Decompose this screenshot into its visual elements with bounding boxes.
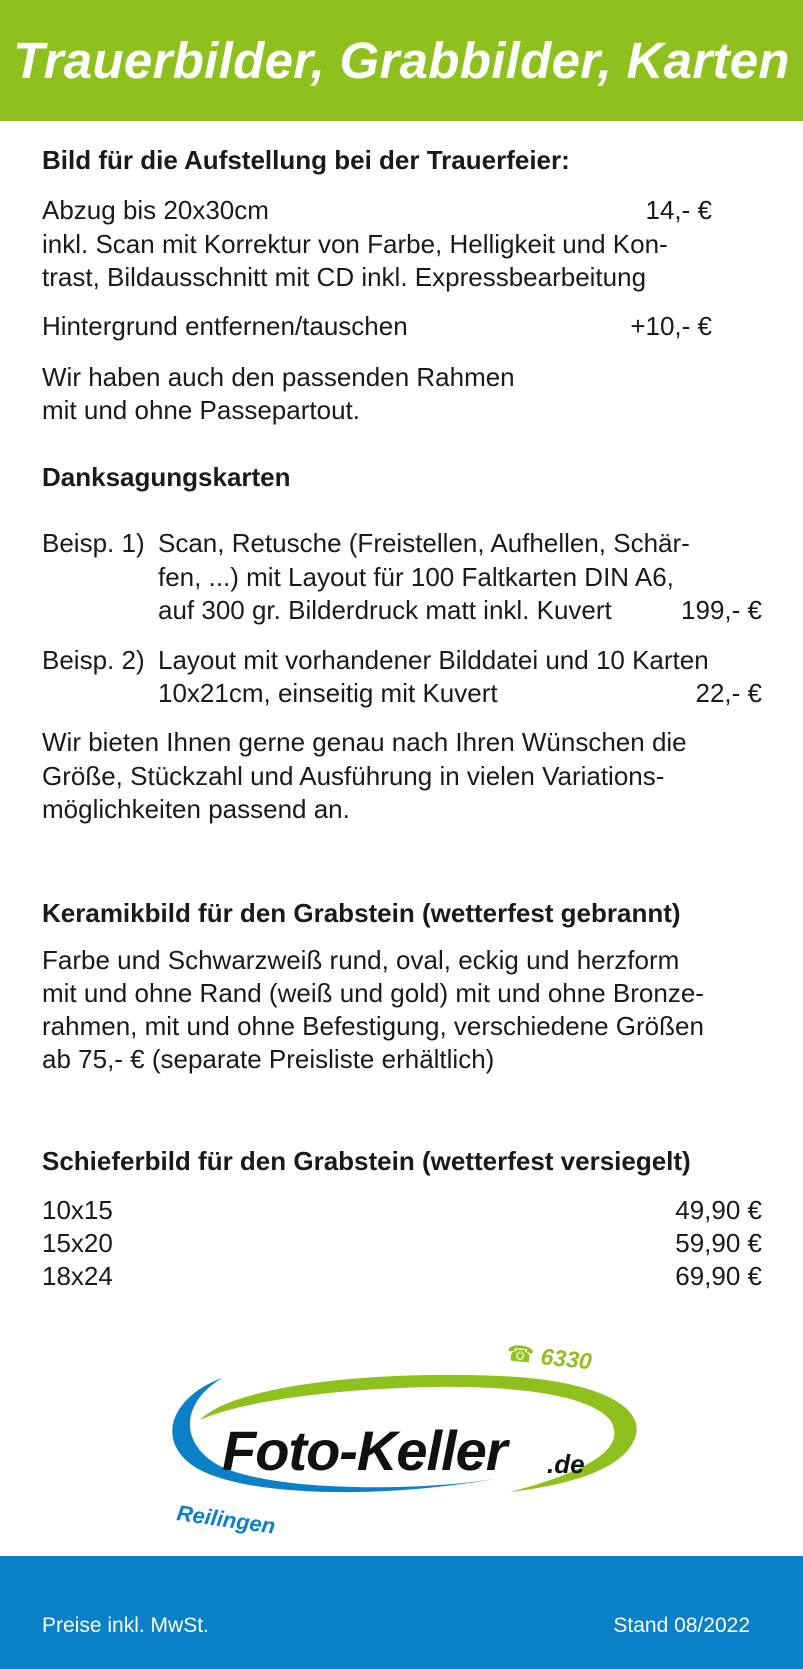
logo-brand: Foto-Keller bbox=[222, 1419, 507, 1482]
example-line: Scan, Retusche (Freistellen, Aufhellen, Schär- bbox=[158, 528, 690, 558]
keramik-line: mit und ohne Rand (weiß und gold) mit und ohne Bronze- bbox=[42, 978, 704, 1008]
item-label-hintergrund: Hintergrund entfernen/tauschen bbox=[42, 311, 408, 341]
item-label-abzug: Abzug bis 20x30cm bbox=[42, 195, 269, 225]
example-line: fen, ...) mit Layout für 100 Faltkarten DIN A6, bbox=[158, 562, 674, 592]
footer-vat-note: Preise inkl. MwSt. bbox=[42, 1614, 209, 1637]
header-banner bbox=[0, 0, 803, 121]
example-label: Beisp. 1) bbox=[42, 528, 145, 558]
price-row-price: 69,90 € bbox=[675, 1261, 762, 1291]
example-line: 10x21cm, einseitig mit Kuvert bbox=[158, 678, 498, 708]
note-line: mit und ohne Passepartout. bbox=[42, 395, 360, 425]
note-line: Größe, Stückzahl und Ausführung in vielen Variations- bbox=[42, 761, 665, 791]
price-row-size: 10x15 bbox=[42, 1195, 113, 1225]
keramik-line: rahmen, mit und ohne Befestigung, verschiedene Größen bbox=[42, 1011, 704, 1041]
logo-tld: .de bbox=[547, 1449, 585, 1479]
example-price: 22,- € bbox=[695, 678, 762, 708]
footer-date: Stand 08/2022 bbox=[613, 1614, 750, 1637]
keramik-line: Farbe und Schwarzweiß rund, oval, eckig und herzform bbox=[42, 945, 680, 975]
footer-bar bbox=[0, 1556, 803, 1669]
price-row-price: 59,90 € bbox=[675, 1228, 762, 1258]
example-label: Beisp. 2) bbox=[42, 645, 145, 675]
price-row-size: 15x20 bbox=[42, 1228, 113, 1258]
note-line: möglichkeiten passend an. bbox=[42, 794, 350, 824]
example-price: 199,- € bbox=[681, 595, 762, 625]
example-line: Layout mit vorhandener Bilddatei und 10 Karten bbox=[158, 645, 709, 675]
section-heading-schiefer: Schieferbild für den Grabstein (wetterfest versiegelt) bbox=[42, 1146, 691, 1176]
keramik-line: ab 75,- € (separate Preisliste erhältlich) bbox=[42, 1044, 495, 1074]
note-line: Wir bieten Ihnen gerne genau nach Ihren Wünschen die bbox=[42, 727, 687, 757]
foto-keller-logo bbox=[160, 1341, 650, 1540]
logo-phone: 6330 bbox=[539, 1343, 594, 1375]
logo-town: Reilingen bbox=[175, 1500, 277, 1539]
item-price-hintergrund: +10,- € bbox=[630, 311, 712, 341]
page-title: Trauerbilder, Grabbilder, Karten bbox=[13, 32, 790, 89]
example-line: auf 300 gr. Bilderdruck matt inkl. Kuvert bbox=[158, 595, 612, 625]
telephone-icon: ☎ bbox=[505, 1341, 536, 1369]
price-row-size: 18x24 bbox=[42, 1261, 113, 1291]
section-heading-trauerfeier: Bild für die Aufstellung bei der Trauerfeier: bbox=[42, 145, 570, 175]
item-price-abzug: 14,- € bbox=[645, 195, 712, 225]
section-heading-danksagung: Danksagungskarten bbox=[42, 462, 291, 492]
price-row-price: 49,90 € bbox=[675, 1195, 762, 1225]
item-desc-line: trast, Bildausschnitt mit CD inkl. Expressbearbeitung bbox=[42, 262, 647, 292]
section-heading-keramik: Keramikbild für den Grabstein (wetterfest gebrannt) bbox=[42, 898, 681, 928]
note-line: Wir haben auch den passenden Rahmen bbox=[42, 362, 515, 392]
item-desc-line: inkl. Scan mit Korrektur von Farbe, Helligkeit und Kon- bbox=[42, 229, 668, 259]
